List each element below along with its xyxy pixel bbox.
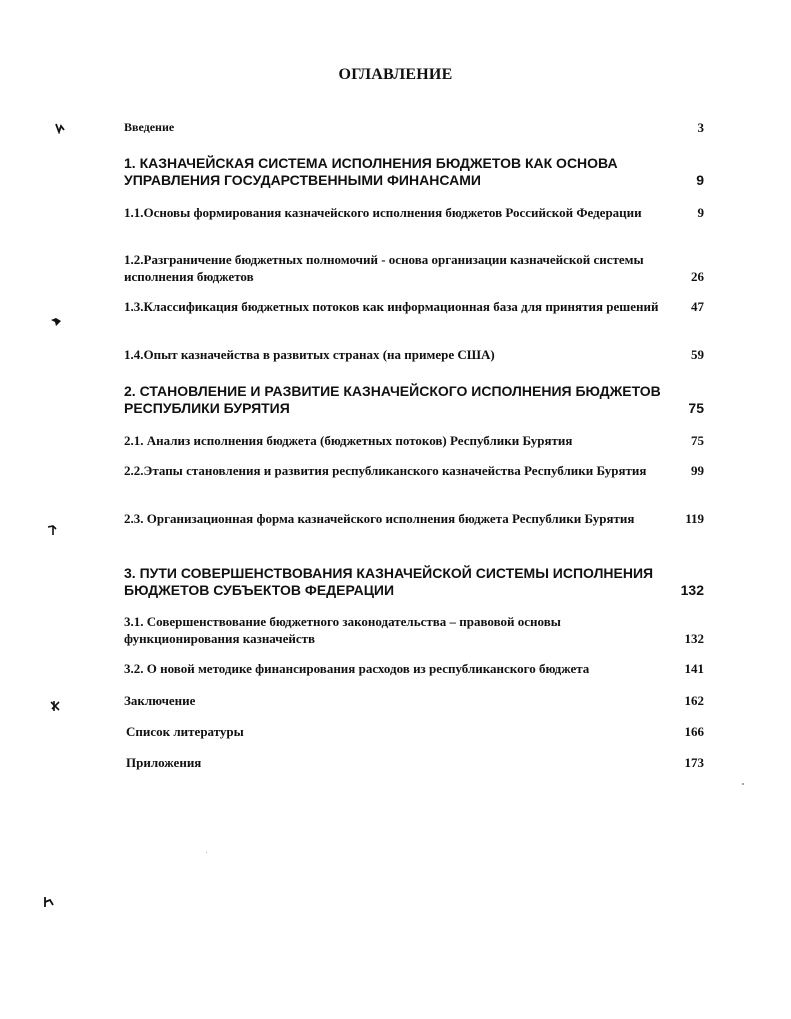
toc-entry-page: 132 bbox=[684, 631, 704, 646]
toc-entry-page: 47 bbox=[691, 299, 704, 314]
toc-entry-bibliography[interactable] bbox=[126, 723, 704, 740]
toc-entry-page: 75 bbox=[691, 433, 704, 448]
toc-chapter-3[interactable] bbox=[124, 565, 704, 599]
margin-scribble-icon bbox=[49, 700, 61, 712]
toc-entry-page: 162 bbox=[684, 693, 704, 708]
toc-chapter-text: 3. ПУТИ СОВЕРШЕНСТВОВАНИЯ КАЗНАЧЕЙСКОЙ СИСТЕМЫ ИСПОЛНЕНИЯ БЮДЖЕТОВ СУБЪЕКТОВ ФЕДЕРАЦИИ bbox=[124, 565, 654, 598]
toc-entry-appendices[interactable] bbox=[126, 754, 704, 771]
margin-scribble-icon bbox=[47, 524, 59, 536]
toc-entry-page: 59 bbox=[691, 347, 704, 362]
toc-entry-page: 173 bbox=[684, 755, 704, 770]
toc-entry-text: Заключение bbox=[124, 693, 196, 708]
toc-chapter-text: 1. КАЗНАЧЕЙСКАЯ СИСТЕМА ИСПОЛНЕНИЯ БЮДЖЕТОВ КАК ОСНОВА УПРАВЛЕНИЯ ГОСУДАРСТВЕННЫМИ ФИНАНСАМИ bbox=[124, 155, 618, 188]
toc-entry-page: 99 bbox=[691, 463, 704, 478]
toc-chapter-text: 2. СТАНОВЛЕНИЕ И РАЗВИТИЕ КАЗНАЧЕЙСКОГО ИСПОЛНЕНИЯ БЮДЖЕТОВ РЕСПУБЛИКИ БУРЯТИЯ bbox=[124, 383, 661, 416]
toc-entry-text: Введение bbox=[124, 120, 175, 134]
toc-entry-page: 166 bbox=[684, 724, 704, 739]
toc-section-1-2[interactable] bbox=[124, 251, 704, 285]
toc-chapter-2[interactable] bbox=[124, 383, 704, 417]
toc-entry-text: 2.2.Этапы становления и развития республиканского казначейства Республики Бурятия bbox=[124, 463, 647, 478]
margin-scribble-icon bbox=[50, 316, 62, 328]
toc-section-2-1[interactable] bbox=[124, 432, 704, 449]
toc-section-2-3[interactable] bbox=[124, 510, 704, 527]
margin-scribble-icon bbox=[43, 896, 55, 908]
toc-entry-page: 119 bbox=[685, 511, 704, 526]
toc-entry-text: 2.1. Анализ исполнения бюджета (бюджетных потоков) Республики Бурятия bbox=[124, 433, 573, 448]
scan-speck bbox=[206, 852, 207, 853]
toc-section-2-2[interactable] bbox=[124, 462, 704, 479]
toc-chapter-page: 9 bbox=[696, 172, 704, 188]
toc-entry-text: Приложения bbox=[126, 755, 202, 770]
toc-entry-text: 1.1.Основы формирования казначейского исполнения бюджетов Российской Федерации bbox=[124, 205, 642, 220]
toc-entry-text: 1.4.Опыт казначейства в развитых странах (на примере США) bbox=[124, 347, 495, 362]
toc-section-3-2[interactable] bbox=[124, 660, 704, 677]
document-title: ОГЛАВЛЕНИЕ bbox=[338, 66, 453, 83]
toc-section-1-4[interactable] bbox=[124, 346, 704, 363]
toc-entry-text: 3.1. Совершенствование бюджетного законодательства – правовой основы функционирования казначейств bbox=[124, 614, 561, 646]
margin-scribble-icon bbox=[54, 122, 66, 134]
toc-entry-text: 3.2. О новой методике финансирования расходов из республиканского бюджета bbox=[124, 661, 590, 676]
toc-entry-text: Список литературы bbox=[126, 724, 244, 739]
toc-entry-text: 1.3.Классификация бюджетных потоков как информационная база для принятия решений bbox=[124, 299, 659, 314]
toc-entry-introduction[interactable] bbox=[124, 119, 704, 136]
toc-entry-page: 26 bbox=[691, 269, 704, 284]
toc-section-1-3[interactable] bbox=[124, 298, 704, 315]
toc-entry-text: 2.3. Организационная форма казначейского исполнения бюджета Республики Бурятия bbox=[124, 511, 635, 526]
toc-entry-page: 9 bbox=[697, 205, 704, 220]
toc-entry-page: 141 bbox=[684, 661, 704, 676]
toc-section-3-1[interactable] bbox=[124, 613, 704, 647]
toc-chapter-page: 132 bbox=[680, 582, 704, 598]
toc-entry-page: 3 bbox=[697, 120, 704, 135]
toc-entry-conclusion[interactable] bbox=[124, 692, 704, 709]
toc-chapter-1[interactable] bbox=[124, 155, 704, 189]
scan-speck bbox=[742, 783, 744, 785]
toc-chapter-page: 75 bbox=[688, 400, 704, 416]
toc-section-1-1[interactable] bbox=[124, 204, 704, 221]
toc-entry-text: 1.2.Разграничение бюджетных полномочий - основа организации казначейской системы исполнения бюджетов bbox=[124, 252, 644, 284]
